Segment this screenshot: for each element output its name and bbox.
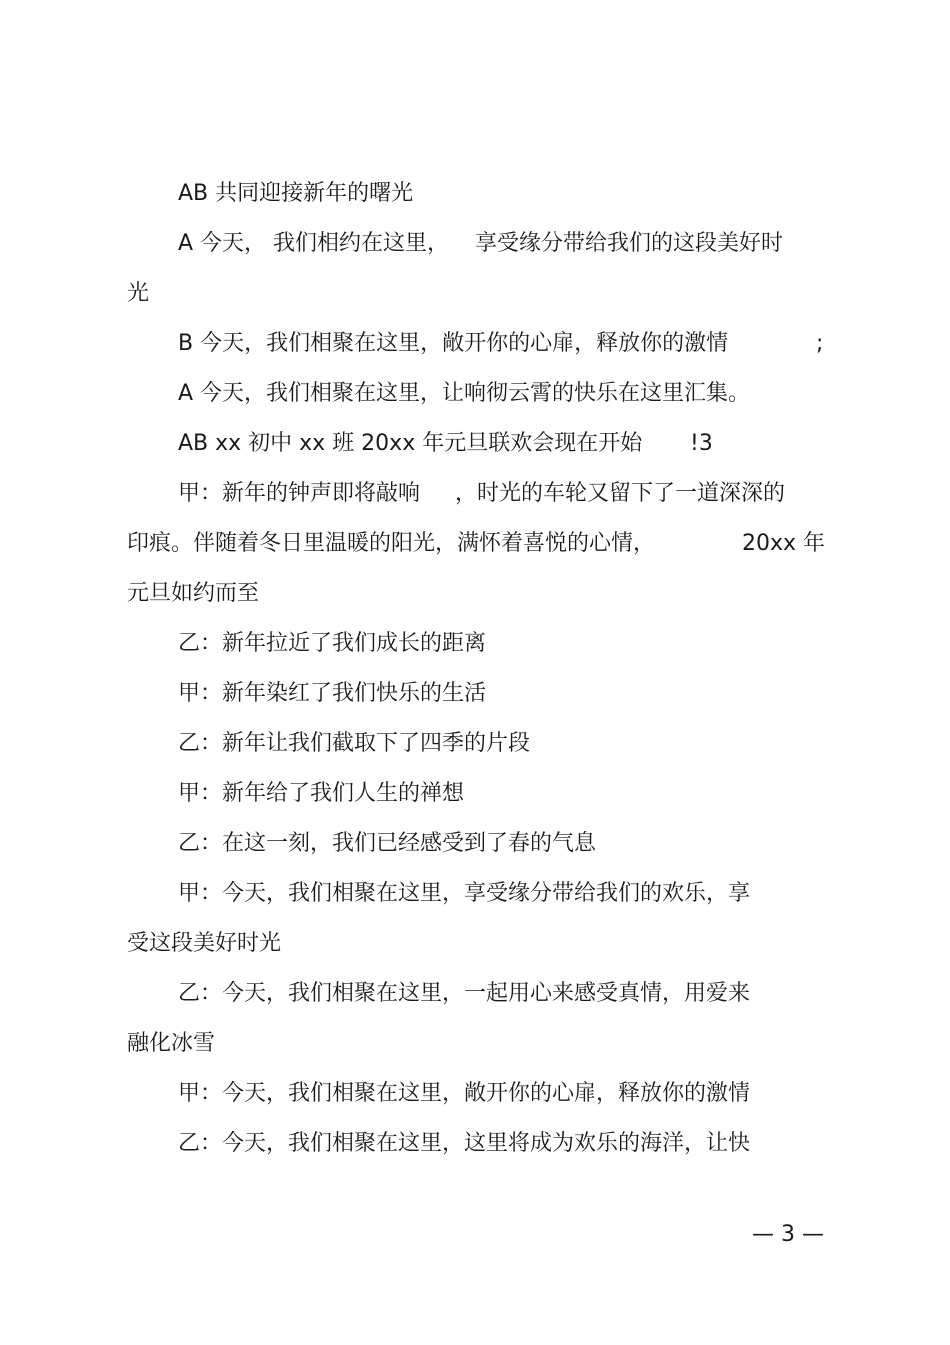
text-segment: 甲：新年的钟声即将敲响 xyxy=(178,481,421,506)
text-line xyxy=(0,777,950,811)
text-line xyxy=(0,177,950,211)
text-line xyxy=(0,377,950,411)
text-segment: A 今天，我们相聚在这里，让响彻云霄的快乐在这里汇集。 xyxy=(178,381,751,406)
text-line xyxy=(0,427,950,461)
text-segment: 光 xyxy=(127,281,150,306)
text-segment: 乙：在这一刻，我们已经感受到了春的气息 xyxy=(178,831,597,856)
text-segment: A 今天， 我们相约在这里， xyxy=(178,231,450,256)
text-line xyxy=(0,477,950,511)
text-segment: 甲：今天，我们相聚在这里，享受缘分带给我们的欢乐，享 xyxy=(178,881,751,906)
text-segment: AB 共同迎接新年的曙光 xyxy=(178,181,414,206)
text-segment: 甲：新年给了我们人生的禅想 xyxy=(178,781,465,806)
text-line xyxy=(0,1027,950,1061)
text-segment: ; xyxy=(816,331,824,356)
text-line xyxy=(0,727,950,761)
text-line xyxy=(0,327,950,361)
text-segment: 甲：新年染红了我们快乐的生活 xyxy=(178,681,487,706)
text-segment: B 今天，我们相聚在这里，敞开你的心扉，释放你的激情 xyxy=(178,331,729,356)
text-segment: !3 xyxy=(690,431,713,456)
text-segment: 甲：今天，我们相聚在这里，敞开你的心扉，释放你的激情 xyxy=(178,1081,751,1106)
text-line xyxy=(0,627,950,661)
text-segment: 乙：今天，我们相聚在这里，这里将成为欢乐的海洋，让快 xyxy=(178,1131,751,1156)
text-line xyxy=(0,677,950,711)
page-number: — 3 — xyxy=(752,1222,824,1247)
text-segment: 元旦如约而至 xyxy=(127,581,260,606)
text-segment: ，时光的车轮又留下了一道深深的 xyxy=(455,481,786,506)
text-line xyxy=(0,877,950,911)
text-segment: 融化冰雪 xyxy=(127,1031,216,1056)
text-line xyxy=(0,277,950,311)
text-segment: 乙：新年让我们截取下了四季的片段 xyxy=(178,731,531,756)
text-segment: AB xx 初中 xx 班 20xx 年元旦联欢会现在开始 xyxy=(178,431,643,456)
text-line xyxy=(0,977,950,1011)
text-segment: 享受缘分带给我们的这段美好时 xyxy=(475,231,784,256)
text-line xyxy=(0,227,950,261)
text-line xyxy=(0,1127,950,1161)
text-line xyxy=(0,927,950,961)
text-line xyxy=(0,827,950,861)
text-segment: 乙：新年拉近了我们成长的距离 xyxy=(178,631,487,656)
text-segment: 乙：今天，我们相聚在这里，一起用心来感受真情，用爱来 xyxy=(178,981,751,1006)
text-line xyxy=(0,577,950,611)
text-segment: 20xx 年 xyxy=(742,531,826,556)
text-segment: 受这段美好时光 xyxy=(127,931,282,956)
text-segment: 印痕。伴随着冬日里温暖的阳光，满怀着喜悦的心情， xyxy=(127,531,656,556)
text-line xyxy=(0,1077,950,1111)
text-line xyxy=(0,527,950,561)
